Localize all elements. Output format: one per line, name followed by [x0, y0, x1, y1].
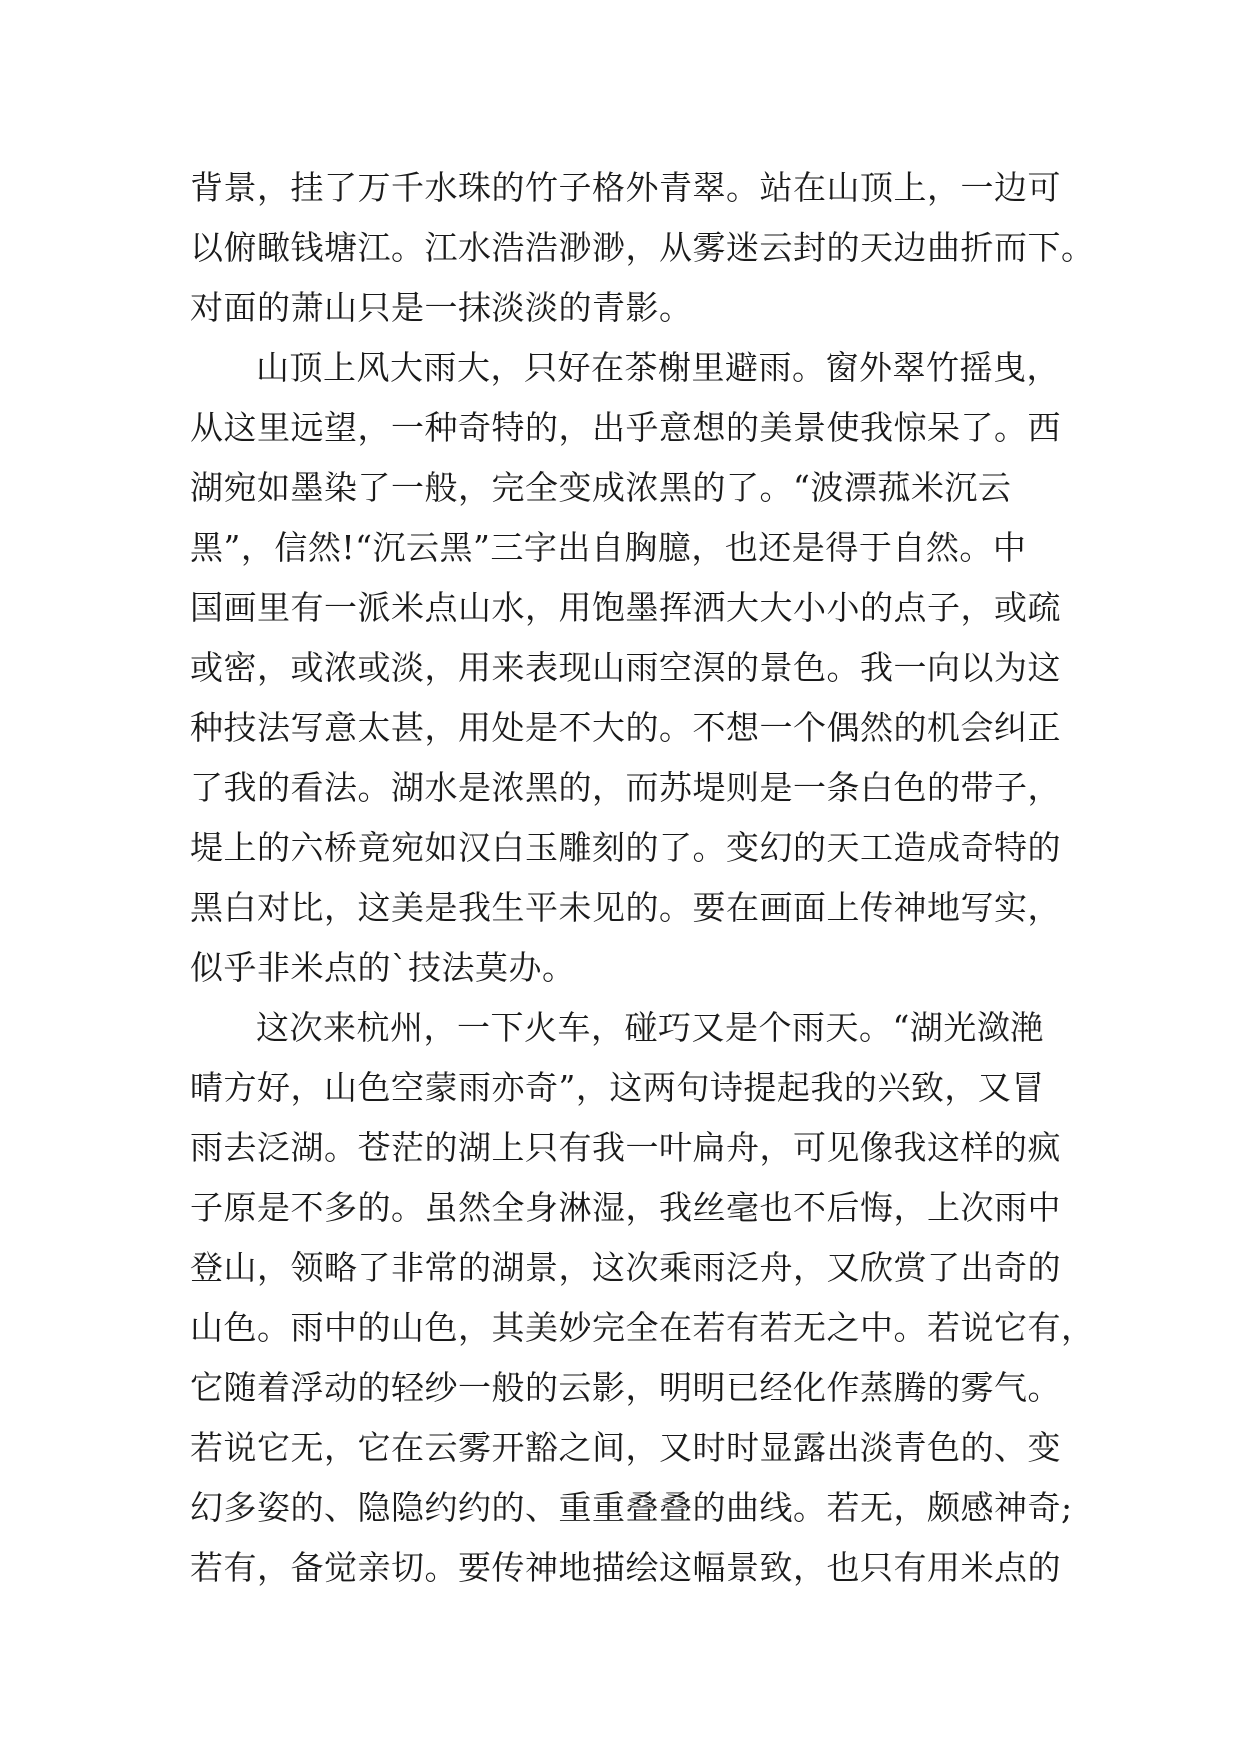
text-line: 登山，领略了非常的湖景，这次乘雨泛舟，又欣赏了出奇的: [190, 1248, 1061, 1287]
text-line: 黑白对比，这美是我生平未见的。要在画面上传神地写实，: [190, 888, 1061, 927]
text-line: 湖宛如墨染了一般，完全变成浓黑的了。“波漂菰米沉云: [190, 468, 1012, 507]
text-line: 种技法写意太甚，用处是不大的。不想一个偶然的机会纠正: [190, 708, 1061, 747]
text-line: 从这里远望，一种奇特的，出乎意想的美景使我惊呆了。西: [190, 408, 1061, 447]
text-line: 山色。雨中的山色，其美妙完全在若有若无之中。若说它有，: [190, 1308, 1095, 1347]
text-line: 子原是不多的。虽然全身淋湿，我丝毫也不后悔，上次雨中: [190, 1188, 1061, 1227]
text-line: 晴方好，山色空蒙雨亦奇”，这两句诗提起我的兴致，又冒: [190, 1068, 1045, 1107]
text-line: 若有，备觉亲切。要传神地描绘这幅景致，也只有用米点的: [190, 1548, 1061, 1587]
paragraph-start-line: 这次来杭州，一下火车，碰巧又是个雨天。“湖光潋滟: [256, 1008, 1044, 1047]
text-line: 国画里有一派米点山水，用饱墨挥洒大大小小的点子，或疏: [190, 588, 1061, 627]
text-line: 它随着浮动的轻纱一般的云影，明明已经化作蒸腾的雾气。: [190, 1368, 1061, 1407]
text-line: 背景，挂了万千水珠的竹子格外青翠。站在山顶上，一边可: [190, 168, 1061, 207]
text-line: 幻多姿的、隐隐约约的、重重叠叠的曲线。若无，颇感神奇;: [190, 1488, 1073, 1527]
text-line: 了我的看法。湖水是浓黑的，而苏堤则是一条白色的带子，: [190, 768, 1061, 807]
body-text: [190, 158, 1095, 1598]
text-line: 雨去泛湖。苍茫的湖上只有我一叶扁舟，可见像我这样的疯: [190, 1128, 1061, 1167]
text-line: 堤上的六桥竟宛如汉白玉雕刻的了。变幻的天工造成奇特的: [190, 828, 1061, 867]
paragraph-start-line: 山顶上风大雨大，只好在茶榭里避雨。窗外翠竹摇曳，: [256, 348, 1060, 387]
text-line: 若说它无，它在云雾开豁之间，又时时显露出淡青色的、变: [190, 1428, 1061, 1467]
text-line: 似乎非米点的`技法莫办。: [190, 948, 576, 987]
text-line: 或密，或浓或淡，用来表现山雨空溟的景色。我一向以为这: [190, 648, 1061, 687]
text-line: 黑”，信然!“沉云黑”三字出自胸臆，也还是得于自然。中: [190, 528, 1027, 567]
text-line: 对面的萧山只是一抹淡淡的青影。: [190, 288, 693, 327]
text-line: 以俯瞰钱塘江。江水浩浩渺渺，从雾迷云封的天边曲折而下。: [190, 228, 1095, 267]
